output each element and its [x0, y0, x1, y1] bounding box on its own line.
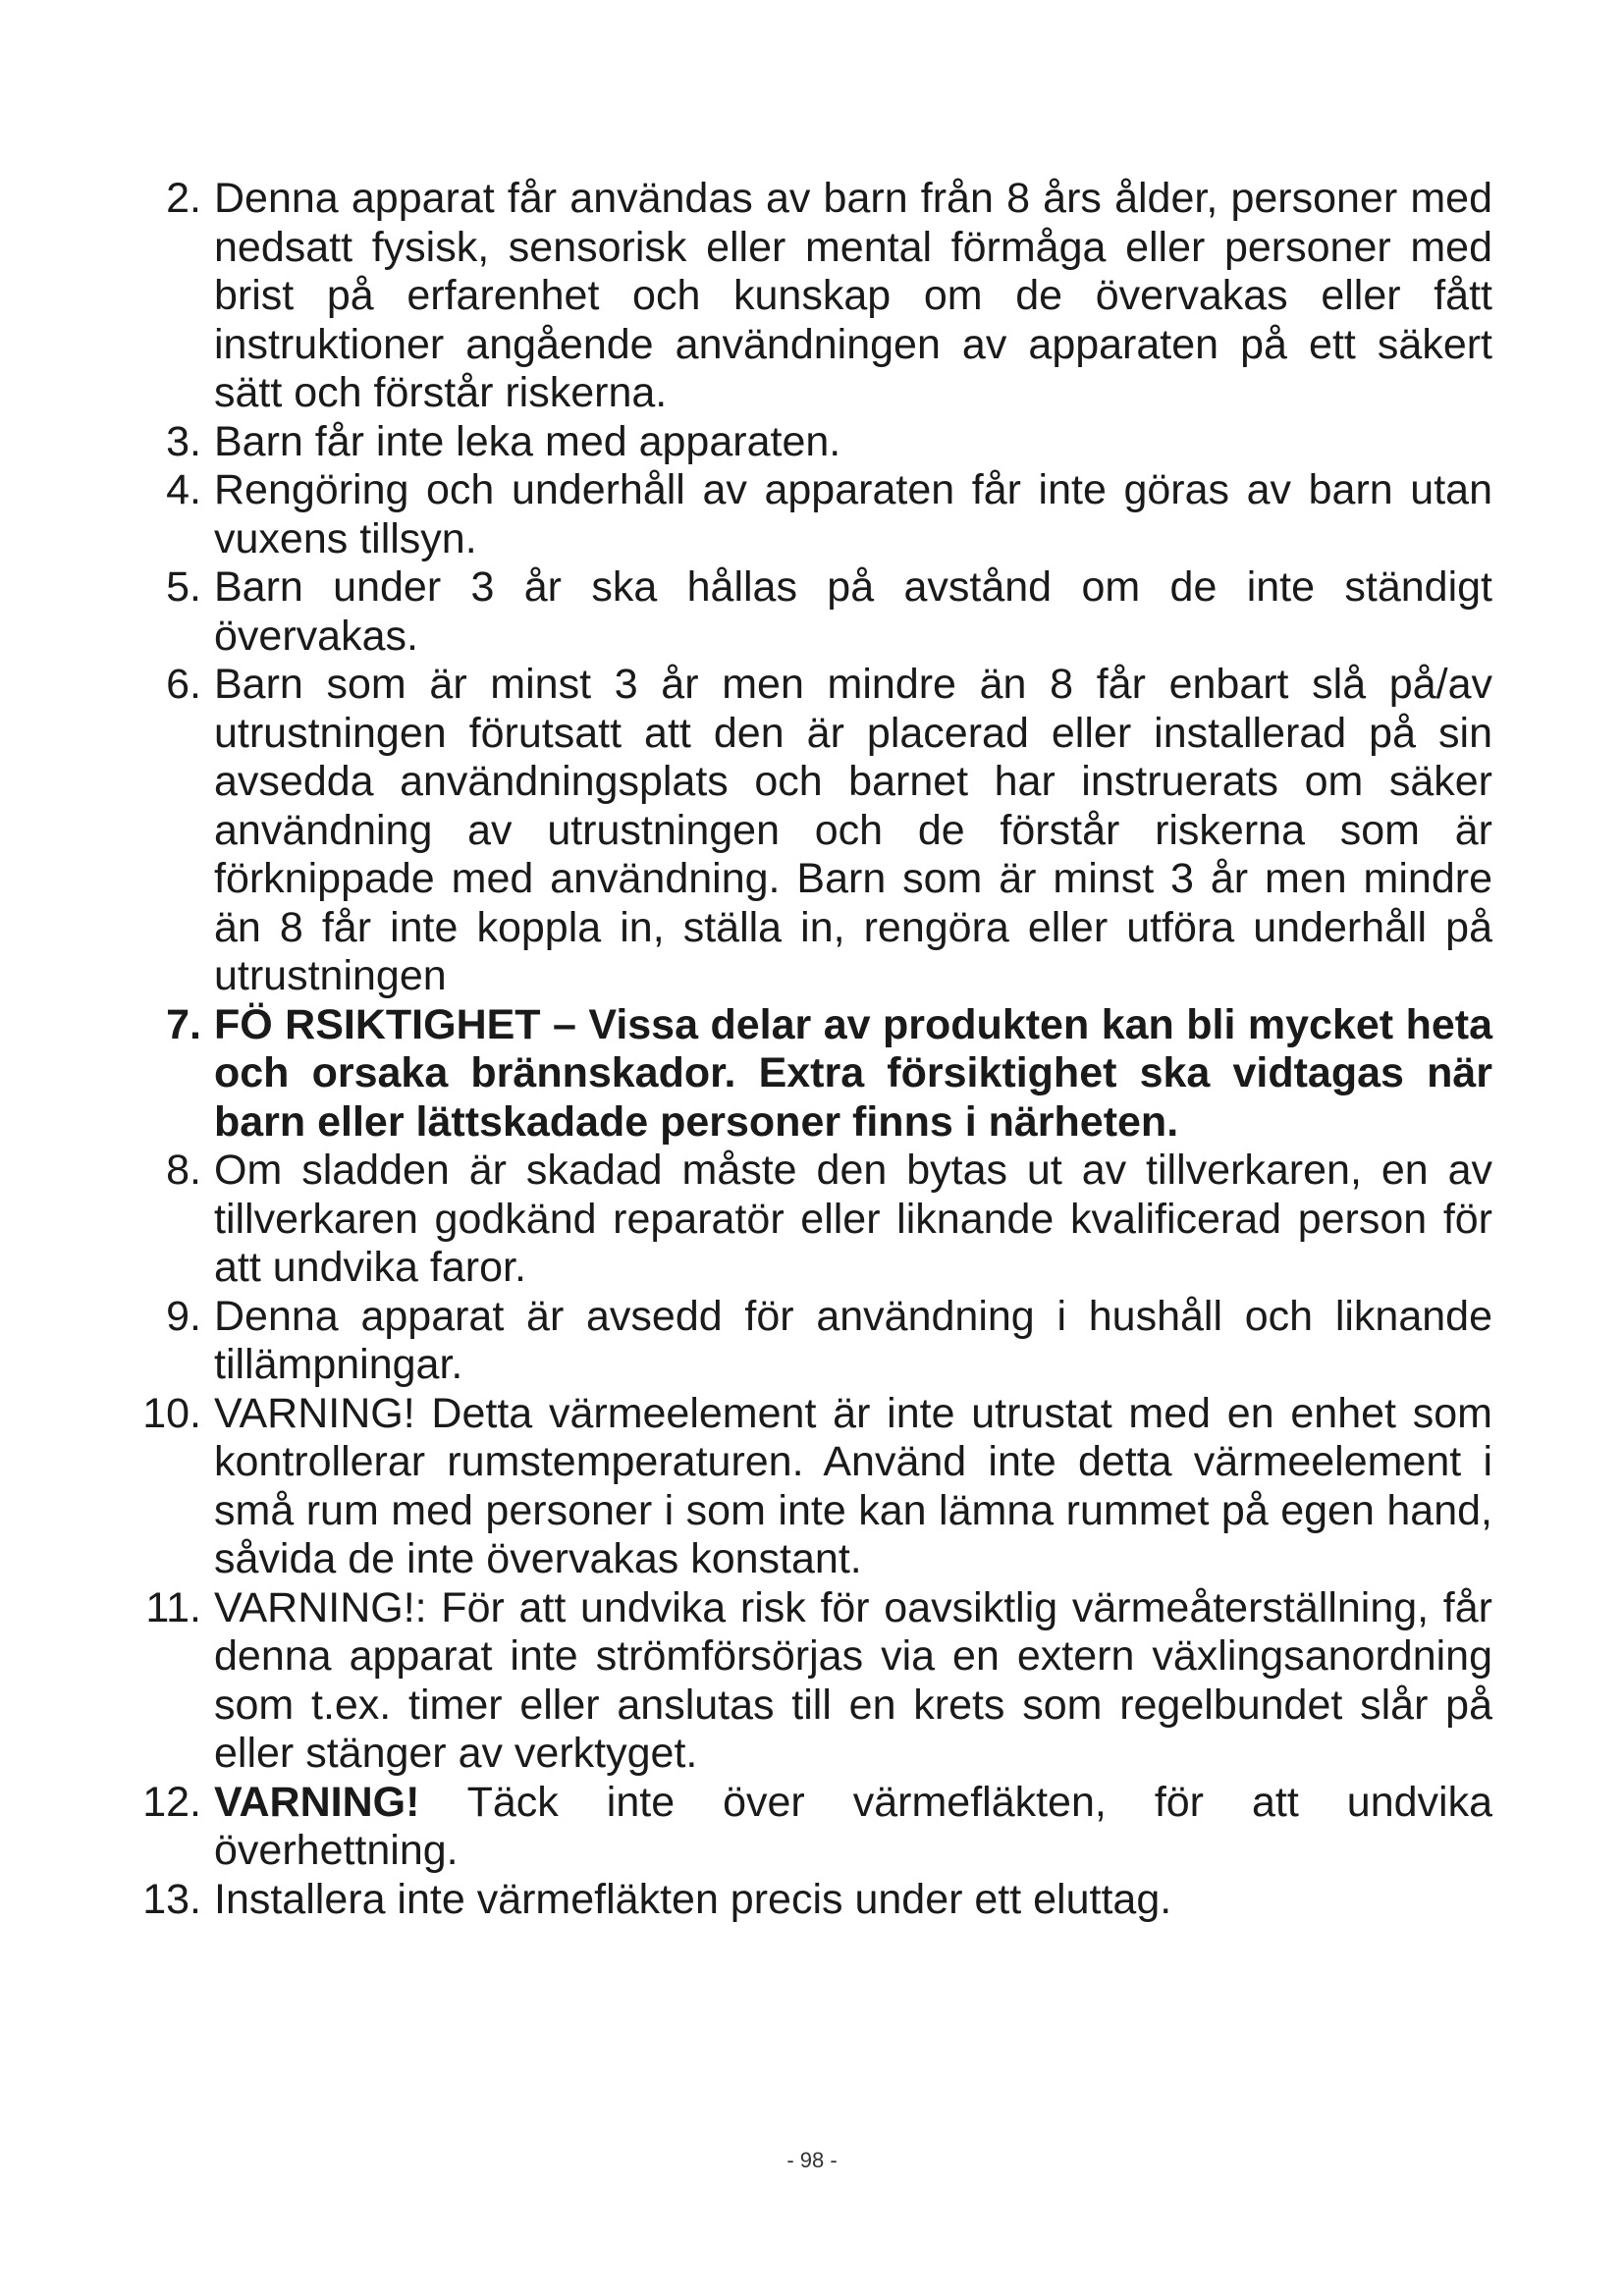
item-text: Täck inte över värmefläkten, för att undvika överhettning.: [214, 1778, 1492, 1874]
warning-label: VARNING!: [214, 1778, 420, 1826]
item-number: 12.: [142, 1778, 201, 1826]
list-item: [128, 1584, 1492, 1779]
list-item: [128, 1779, 1492, 1876]
item-text: Installera inte värmefläkten precis under ett eluttag.: [214, 1875, 1172, 1923]
item-text: Denna apparat får användas av barn från 8 års ålder, personer med nedsatt fysisk, sensorisk eller mental förmåga eller personer med brist på erfarenhet och kunskap om de övervakas eller fått instruktioner angående användningen av apparaten på ett säkert sätt och förstår riskerna.: [214, 175, 1492, 416]
item-number: 2.: [166, 175, 201, 222]
item-number: 3.: [166, 417, 201, 465]
item-number: 13.: [142, 1875, 201, 1923]
list-item: [128, 661, 1492, 1001]
item-text: VARNING!: För att undvika risk för oavsiktlig värmeåterställning, får denna apparat inte strömförsörjas via en extern växlingsanordning som t.ex. timer eller anslutas till en krets som regelbundet slår på eller stänger av verktyget.: [214, 1583, 1492, 1777]
list-item: [128, 1390, 1492, 1584]
list-item: [128, 175, 1492, 418]
item-number: 4.: [166, 466, 201, 513]
item-number: 6.: [166, 661, 201, 708]
list-item: [128, 1147, 1492, 1293]
item-text: Om sladden är skadad måste den bytas ut av tillverkaren, en av tillverkaren godkänd reparatör eller liknande kvalificerad person för att undvika faror.: [214, 1147, 1492, 1291]
item-number: 8.: [166, 1147, 201, 1194]
page-number: - 98 -: [786, 2148, 838, 2172]
list-item: [128, 1876, 1492, 1925]
item-number: 11.: [145, 1583, 201, 1631]
list-item: [128, 1293, 1492, 1390]
list-item: [128, 466, 1492, 563]
list-item-warning-bold: [128, 1001, 1492, 1148]
list-item: [128, 563, 1492, 661]
item-text: Denna apparat är avsedd för användning i hushåll och liknande tillämpningar.: [214, 1292, 1492, 1388]
item-number: 9.: [166, 1292, 201, 1340]
item-text: Barn som är minst 3 år men mindre än 8 får enbart slå på/av utrustningen förutsatt att den är placerad eller installerad på sin avsedda användningsplats och barnet har instruerats om säker användning av utrustningen och de förstår riskerna som är förknippade med användning. Barn som är minst 3 år men mindre än 8 får inte koppla in, ställa in, rengöra eller utföra underhåll på utrustningen: [214, 661, 1492, 999]
item-text: VARNING! Detta värmeelement är inte utrustat med en enhet som kontrollerar rumstemperaturen. Använd inte detta värmeelement i små rum med personer i som inte kan lämna rummet på egen hand, såvida de inte övervakas konstant.: [214, 1389, 1492, 1582]
safety-instructions-list: [128, 175, 1492, 1924]
item-text: Barn under 3 år ska hållas på avstånd om de inte ständigt övervakas.: [214, 563, 1492, 660]
list-item: [128, 418, 1492, 467]
item-text: Barn får inte leka med apparaten.: [214, 417, 841, 465]
item-text: FÖ RSIKTIGHET – Vissa delar av produkten kan bli mycket heta och orsaka brännskador. Extra försiktighet ska vidtagas när barn eller lättskadade personer finns i närheten.: [214, 1000, 1492, 1146]
item-number: 7.: [166, 1000, 201, 1048]
item-number: 10.: [142, 1389, 201, 1437]
item-number: 5.: [166, 563, 201, 611]
item-text: Rengöring och underhåll av apparaten får inte göras av barn utan vuxens tillsyn.: [214, 466, 1492, 562]
